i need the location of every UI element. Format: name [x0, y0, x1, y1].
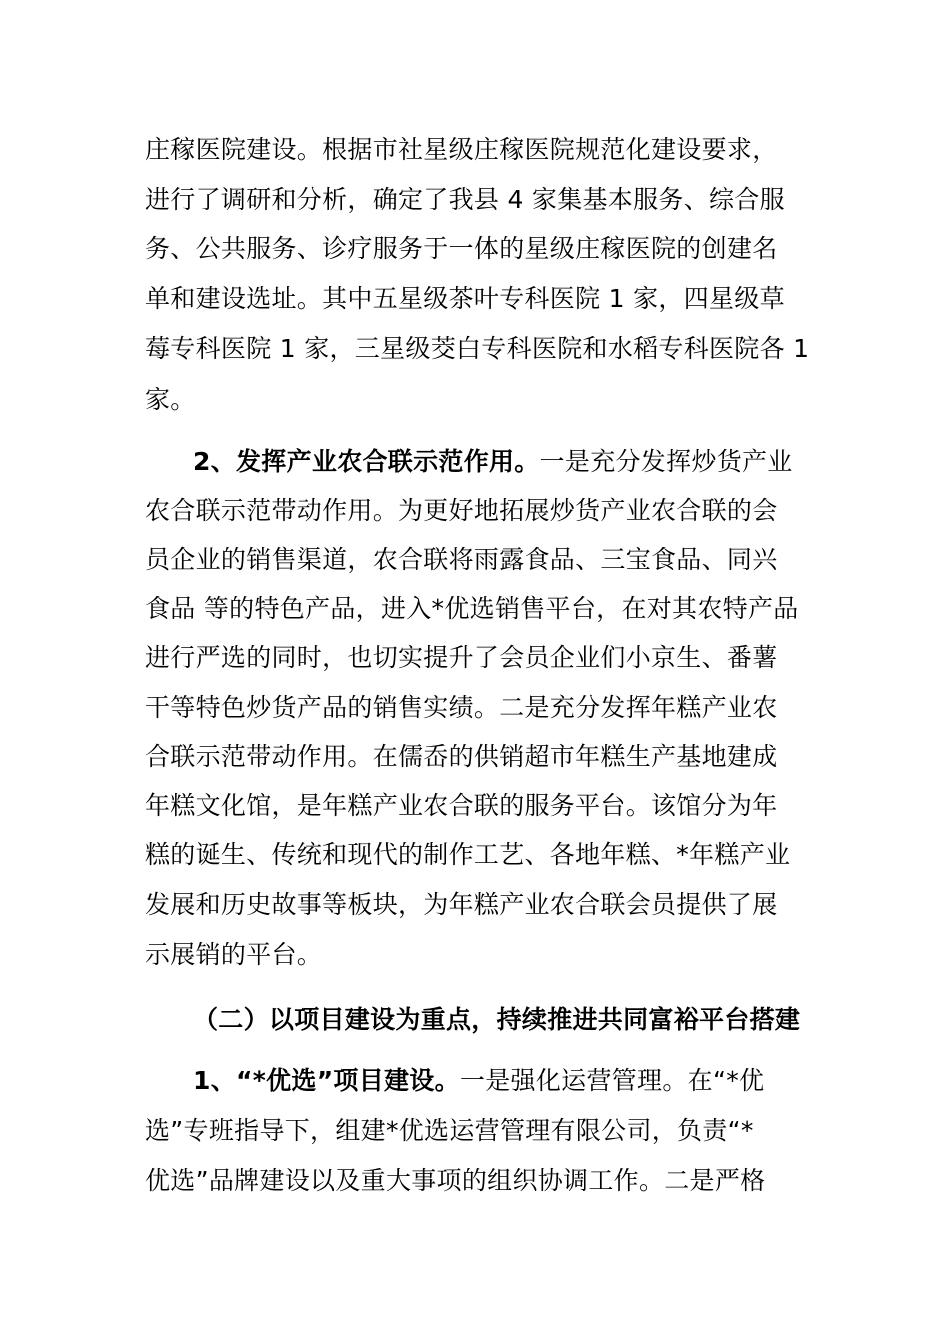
paragraph-line: 进行了调研和分析，确定了我县 4 家集基本服务、综合服 [145, 185, 785, 214]
paragraph-lead-text: 一是充分发挥炒货产业 [539, 447, 793, 476]
paragraph-line: 农合联示范带动作用。为更好地拓展炒货产业农合联的会 [145, 496, 778, 525]
paragraph-line: 家。 [145, 385, 196, 414]
paragraph-line: 糕的诞生、传统和现代的制作工艺、各地年糕、*年糕产业 [145, 840, 791, 869]
paragraph-line: 庄稼医院建设。根据市社星级庄稼医院规范化建设要求， [145, 135, 778, 164]
paragraph-line: 合联示范带动作用。在儒岙的供销超市年糕生产基地建成 [145, 742, 778, 771]
paragraph-line: 示展销的平台。 [145, 940, 323, 969]
paragraph-line: 选”专班指导下，组建*优选运营管理有限公司，负责“* [145, 1116, 754, 1145]
paragraph-lead-text: 一是强化运营管理。在“*优 [459, 1066, 765, 1095]
paragraph-line: 年糕文化馆，是年糕产业农合联的服务平台。该馆分为年 [145, 791, 778, 820]
paragraph-line: 员企业的销售渠道，农合联将雨露食品、三宝食品、同兴 [145, 545, 778, 574]
paragraph-line: 干等特色炒货产品的销售实绩。二是充分发挥年糕产业农 [145, 693, 778, 722]
paragraph-line: 食品 等的特色产品，进入*优选销售平台，在对其农特产品 [145, 594, 799, 623]
paragraph-line: 莓专科医院 1 家，三星级茭白专科医院和水稻专科医院各 1 [145, 334, 810, 363]
paragraph-lead-heading: 1、“*优选”项目建设。 [193, 1066, 460, 1095]
paragraph-line: 发展和历史故事等板块，为年糕产业农合联会员提供了展 [145, 890, 778, 919]
paragraph-lead-heading: 2、发挥产业农合联示范作用。 [193, 447, 540, 476]
paragraph-line: 务、公共服务、诊疗服务于一体的星级庄稼医院的创建名 [145, 234, 778, 263]
paragraph-first-line [193, 442, 793, 482]
paragraph-line: 优选”品牌建设以及重大事项的组织协调工作。二是严格 [145, 1166, 766, 1195]
paragraph-line: 单和建设选址。其中五星级茶叶专科医院 1 家，四星级草 [145, 284, 785, 313]
paragraph-first-line [193, 1061, 764, 1101]
paragraph-line: 进行严选的同时，也切实提升了会员企业们小京生、番薯 [145, 643, 778, 672]
section-heading: （二）以项目建设为重点，持续推进共同富裕平台搭建 [193, 1005, 801, 1034]
